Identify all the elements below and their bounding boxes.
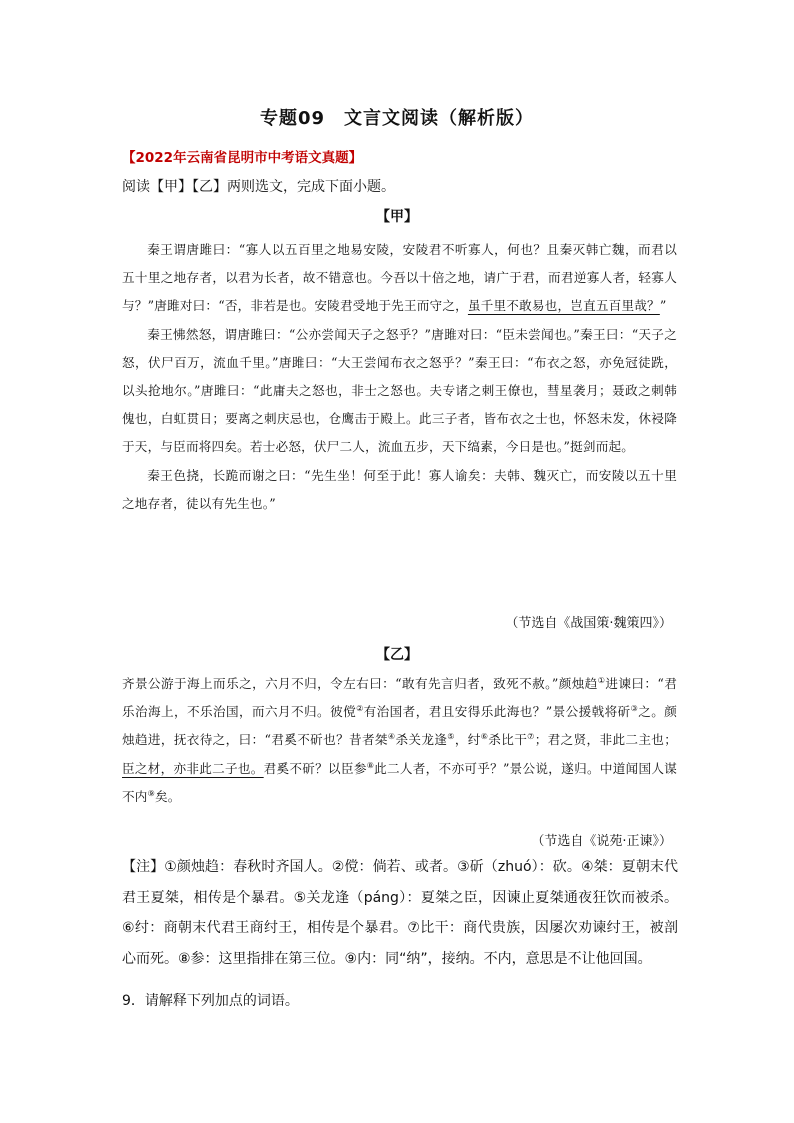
reading-instruction: 阅读【甲】【乙】两则选文，完成下面小题。 [122,179,395,195]
annotation-notes: 【注】①颜烛趋：春秋时齐国人。②傥：倘若、或者。③斫（zhuó）：砍。④桀：夏朝末代君王夏桀，相传是个暴君。⑤关龙逢（páng）：夏桀之臣，因谏止夏桀通夜狂饮而被杀。⑥纣：商朝末代君王商纣王，相传是个暴君。⑦比干：商代贵族，因屡次劝谏纣王，被剖心而死。⑧参：这里指排在第三位。⑨内：同“纳”，接纳。不内，意思是不让他回国。 [122,859,678,967]
footnote-mark: ⑤ [447,732,455,742]
footnote-mark: ⑨ [147,788,155,798]
passage-jia-paragraph-1: 秦王谓唐雎曰：“寡人以五百里之地易安陵，安陵君不听寡人，何也？且秦灭韩亡魏，而君以五十里之地存者，以君为长者，故不错意也。今吾以十倍之地，请广于君，而君逆寡人者，轻寡人与？”唐雎对曰：“否，非若是也。安陵君受地于先王而守之，虽千里不敢易也，岂直五百里哉？” [122,242,677,314]
exam-source-label: 【2022年云南省昆明市中考语文真题】 [122,150,363,166]
footnote-mark: ② [356,704,364,714]
passage-yi-heading: 【乙】 [376,647,418,663]
passage-yi-body [122,670,677,811]
footnote-mark: ⑥ [480,732,489,742]
passage-jia-heading: 【甲】 [376,209,418,225]
passage-jia-paragraph-2: 秦王怫然怒，谓唐雎曰：“公亦尝闻天子之怒乎？”唐雎对曰：“臣未尝闻也。”秦王曰：“天子之怒，伏尸百万，流血千里。”唐雎曰：“大王尝闻布衣之怒乎？”秦王曰：“布衣之怒，亦免冠徒跣，以头抢地尔。”唐雎曰：“此庸夫之怒也，非士之怒也。夫专诸之刺王僚也，彗星袭月；聂政之刺韩傀也，白虹贯日；要离之刺庆忌也，仓鹰击于殿上。此三子者，皆布衣之士也，怀怒未发，休祲降于天，与臣而将四矣。若士必怒，伏尸二人，流血五步，天下缟素，今日是也。”挺剑而起。 [122,326,677,455]
footnote-mark: ③ [630,704,639,714]
footnote-mark: ④ [387,732,396,742]
passage-jia-citation: （节选自《战国策·魏策四》） [505,616,672,631]
page-title: 专题09 文言文阅读（解析版） [259,108,535,129]
footnote-mark: ⑧ [366,760,375,770]
passage-yi-citation: （节选自《说苑·正谏》） [531,834,672,849]
passage-jia-body [122,236,677,518]
underlined-sentence-jia: 虽千里不敢易也，岂直五百里哉？ [467,298,660,314]
passage-jia-paragraph-3: 秦王色挠，长跪而谢之曰：“先生坐！何至于此！寡人谕矣：夫韩、魏灭亡，而安陵以五十里之地存者，徒以有先生也。” [122,467,677,511]
question-9: 9．请解释下列加点的词语。 [122,993,299,1009]
underlined-sentence-yi: 臣之材，亦非此二子也。 [122,760,264,776]
footnote-mark: ① [597,675,606,685]
passage-yi-paragraph: 齐景公游于海上而乐之，六月不归，令左右曰：“敢有先言归者，致死不赦。”颜烛趋①进谏曰：“君乐治海上，不乐治国，而六月不归。彼傥②有治国者，君且安得乐此海也？”景公援戟将斫③之。颜烛趋进，抚衣待之，曰：“君奚不斫也？昔者桀④杀关龙逢⑤，纣⑥杀比干⑦；君之贤，非此二主也；臣之材，亦非此二子也。君奚不斫？以臣参⑧此二人者，不亦可乎？”景公说，遂归。中道闻国人谋不内⑨矣。 [122,675,678,804]
footnote-mark: ⑦ [527,732,535,742]
